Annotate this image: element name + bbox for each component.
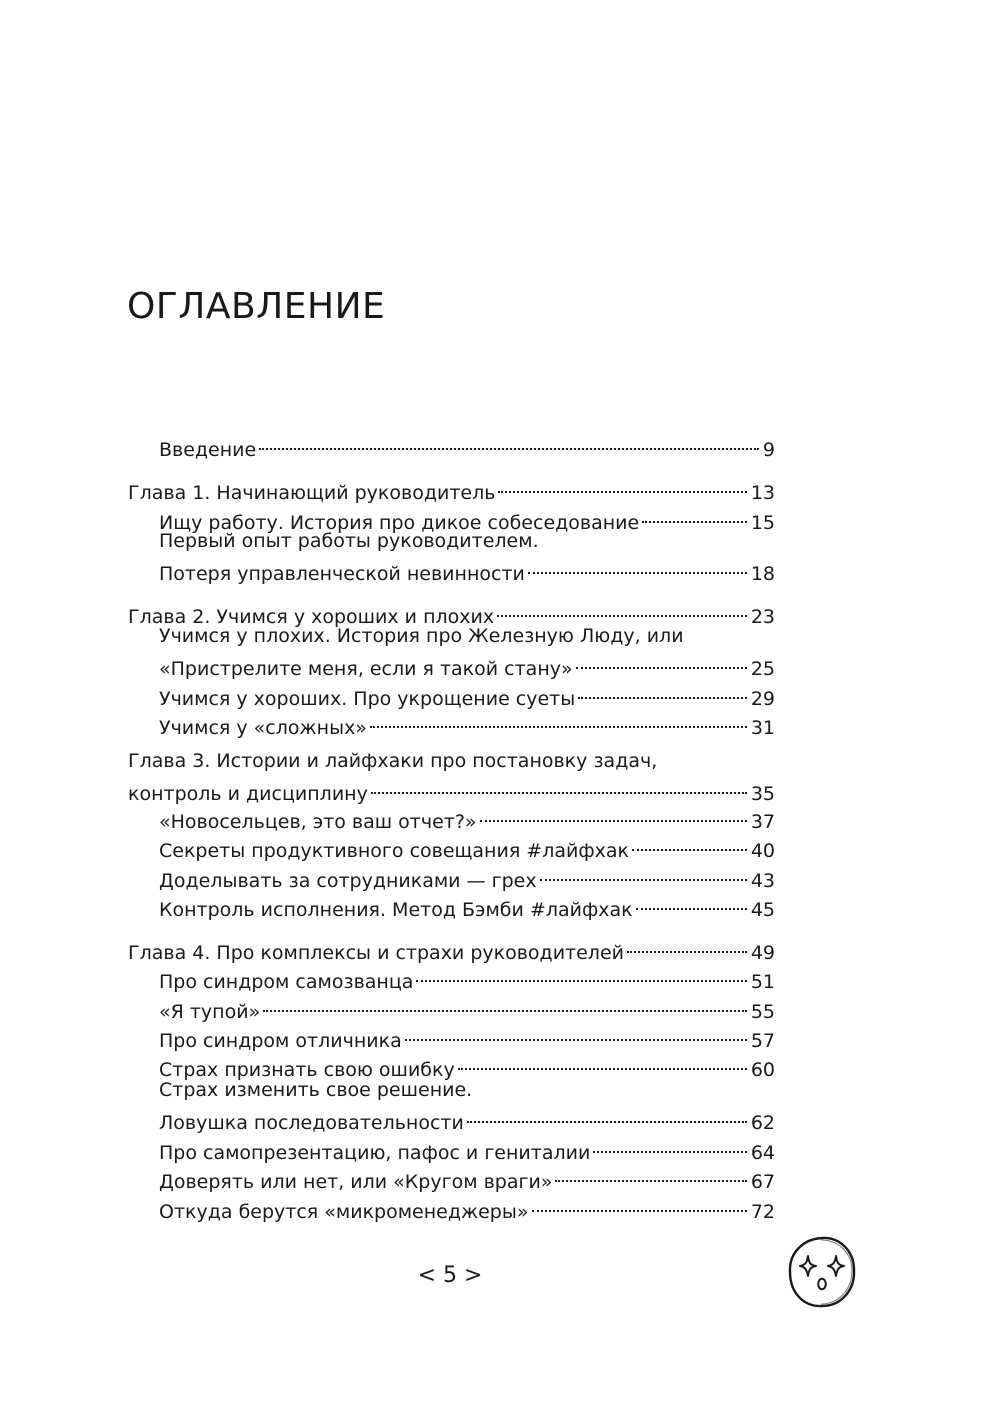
page-number: < 5 > <box>417 1263 483 1288</box>
toc-entry-title: Учимся у хороших. Про укрощение суеты <box>159 688 576 710</box>
toc-entry-page: 60 <box>750 1059 775 1081</box>
toc-entry-first-experience[interactable] <box>159 528 775 587</box>
toc-entry-page: 45 <box>750 899 775 921</box>
toc-entry-title-line1: Глава 3. Истории и лайфхаки про постановку задач, <box>128 750 658 772</box>
toc-entry-title-line1: Страх изменить свое решение. <box>159 1079 473 1101</box>
toc-entry-fear-of-changing-decision[interactable] <box>159 1077 775 1136</box>
toc-entry-page: 43 <box>750 870 775 892</box>
toc-entry-page: 13 <box>750 482 775 504</box>
toc-entry-bambi-method[interactable] <box>159 890 775 923</box>
toc-entry-page: 25 <box>750 658 775 680</box>
toc-entry-title-line1: Первый опыт работы руководителем. <box>159 530 539 552</box>
toc-entry-title: Доделывать за сотрудниками — грех <box>159 870 537 892</box>
toc-entry-title: Ищу работу. История про дикое собеседование <box>159 512 640 534</box>
toc-entry-title: Ловушка последовательности <box>159 1112 464 1134</box>
dot-leader <box>627 933 747 959</box>
toc-entry-title: Про самопрезентацию, пафос и гениталии <box>159 1142 591 1164</box>
toc-entry-title: Введение <box>159 439 257 461</box>
dot-leader <box>497 597 747 623</box>
toc-entry-title: Секреты продуктивного совещания #лайфхак <box>159 840 629 862</box>
toc-entry-impostor-syndrome[interactable] <box>159 962 775 995</box>
dot-leader <box>632 831 747 857</box>
toc-entry-page: 37 <box>750 811 775 833</box>
dot-leader <box>259 430 759 456</box>
toc-entry-trust[interactable] <box>159 1162 775 1195</box>
toc-entry-page: 15 <box>750 512 775 534</box>
toc-entry-title: Страх признать свою ошибку <box>159 1059 455 1081</box>
dot-leader <box>576 649 747 675</box>
dot-leader <box>263 992 747 1018</box>
toc-entry-title: Глава 4. Про комплексы и страхи руководителей <box>128 942 624 964</box>
toc-entry-page: 64 <box>750 1142 775 1164</box>
toc-entry-title: Глава 2. Учимся у хороших и плохих <box>128 606 495 628</box>
toc-entry-page: 55 <box>750 1001 775 1023</box>
toc-entry-micromanagers[interactable] <box>159 1192 775 1225</box>
toc-entry-chapter-1[interactable] <box>128 473 775 506</box>
toc-entry-title: Контроль исполнения. Метод Бэмби #лайфхак <box>159 899 633 921</box>
dot-leader <box>416 962 746 988</box>
dot-leader <box>532 1192 747 1218</box>
toc-entry-title: Глава 1. Начинающий руководитель <box>128 482 496 504</box>
dot-leader <box>555 1162 746 1188</box>
toc-entry-page: 40 <box>750 840 775 862</box>
dot-leader <box>528 554 747 580</box>
toc-entry-page: 23 <box>750 606 775 628</box>
toc-entry-introduction[interactable] <box>159 430 775 463</box>
toc-entry-title: Откуда берутся «микроменеджеры» <box>159 1201 529 1223</box>
dot-leader <box>371 774 747 800</box>
round-face-stamp-icon <box>786 1234 858 1310</box>
toc-entry-title: Доверять или нет, или «Кругом враги» <box>159 1171 553 1193</box>
toc-entry-title: Потеря управленческой невинности <box>159 563 525 585</box>
toc-entry-page: 35 <box>750 783 775 805</box>
toc-entry-title: контроль и дисциплину <box>128 783 368 805</box>
toc-entry-learning-from-bad[interactable] <box>159 623 775 682</box>
toc-entry-title: Про синдром самозванца <box>159 971 414 993</box>
toc-entry-page: 9 <box>762 439 775 461</box>
dot-leader <box>578 679 747 705</box>
toc-entry-title-line1: Учимся у плохих. История про Железную Люду, или <box>159 625 684 647</box>
dot-leader <box>458 1050 747 1076</box>
page-title: ОГЛАВЛЕНИЕ <box>127 286 386 327</box>
dot-leader <box>405 1021 747 1047</box>
toc-entry-learning-from-difficult[interactable] <box>159 708 775 741</box>
toc-entry-page: 18 <box>750 563 775 585</box>
dot-leader <box>642 503 747 529</box>
toc-entry-page: 67 <box>750 1171 775 1193</box>
toc-entry-title: «Пристрелите меня, если я такой стану» <box>159 658 573 680</box>
toc-entry-title: «Я тупой» <box>159 1001 261 1023</box>
toc-entry-page: 51 <box>750 971 775 993</box>
dot-leader <box>498 473 746 499</box>
toc-entry-title: «Новосельцев, это ваш отчет?» <box>159 811 477 833</box>
dot-leader <box>467 1103 747 1129</box>
toc-entry-page: 72 <box>750 1201 775 1223</box>
toc-entry-page: 29 <box>750 688 775 710</box>
dot-leader <box>593 1133 746 1159</box>
toc-entry-title: Учимся у «сложных» <box>159 717 367 739</box>
toc-entry-page: 57 <box>750 1030 775 1052</box>
dot-leader <box>480 802 747 828</box>
toc-entry-page: 31 <box>750 717 775 739</box>
dot-leader <box>540 861 747 887</box>
toc-entry-productive-meeting[interactable] <box>159 831 775 864</box>
dot-leader <box>370 708 747 734</box>
toc-entry-page: 49 <box>750 942 775 964</box>
toc-entry-chapter-3[interactable] <box>128 748 775 807</box>
dot-leader <box>636 890 747 916</box>
toc-entry-page: 62 <box>750 1112 775 1134</box>
toc-entry-title: Про синдром отличника <box>159 1030 402 1052</box>
